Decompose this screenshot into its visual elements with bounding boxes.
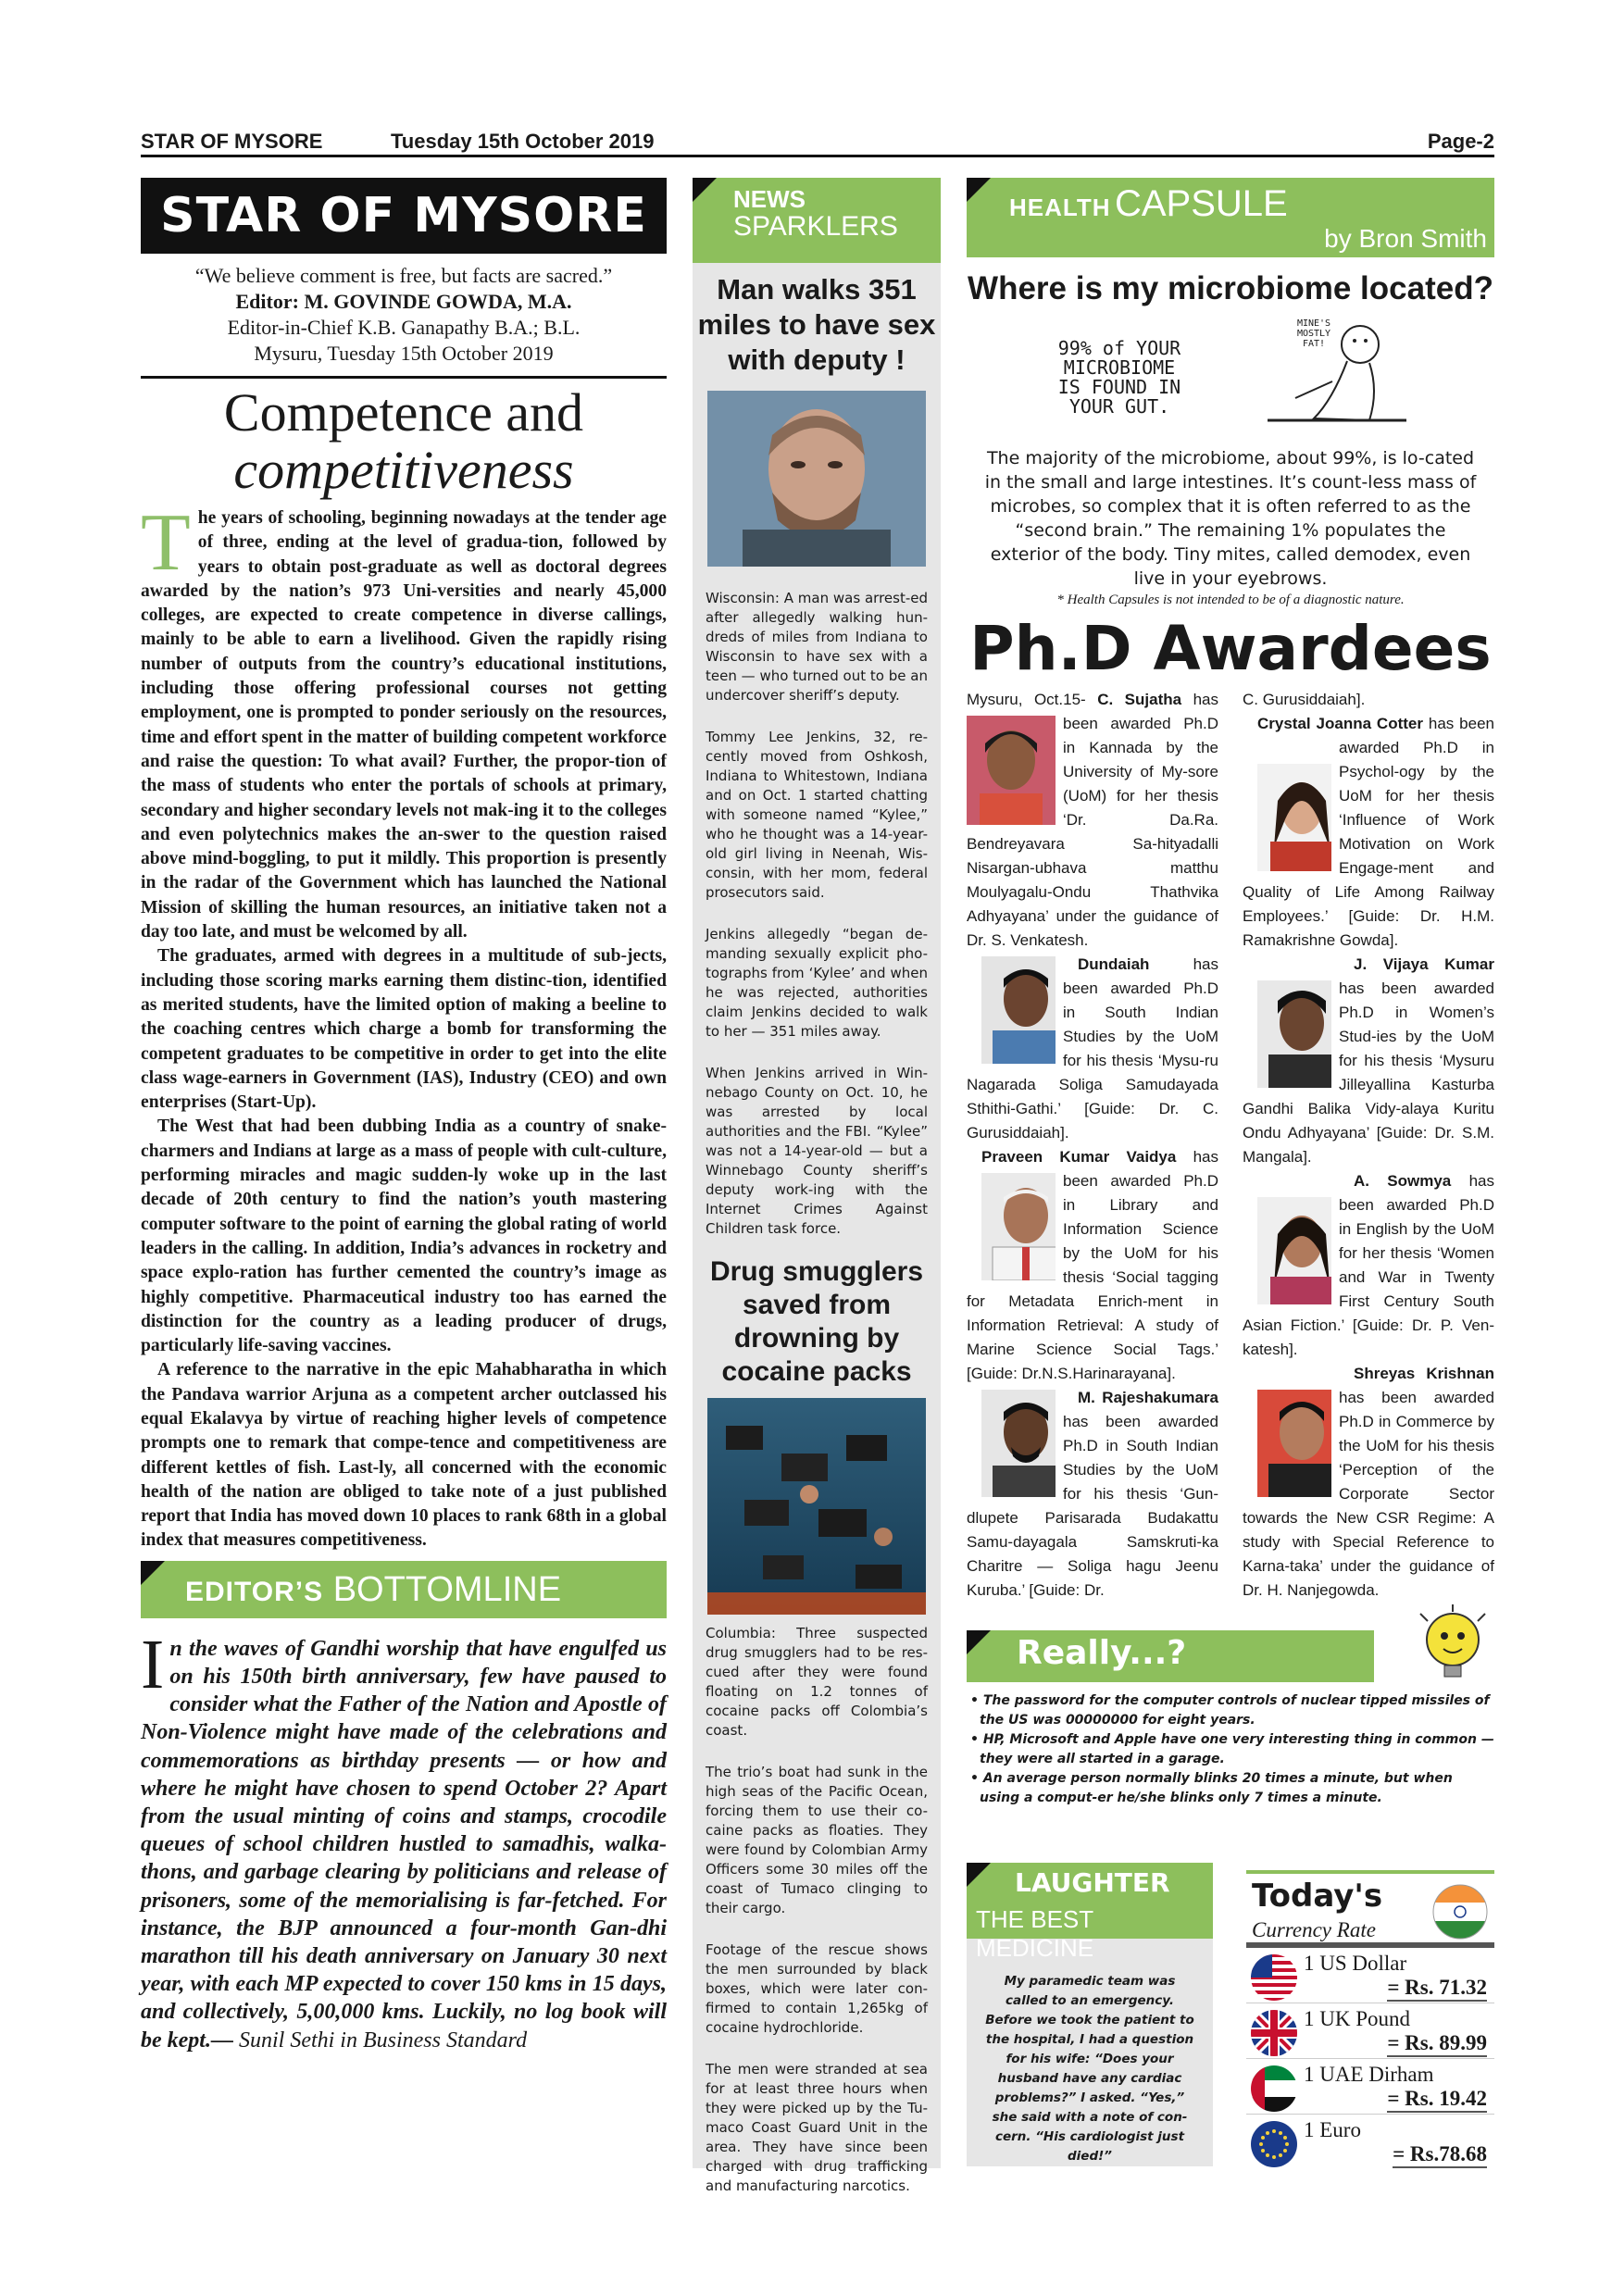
health-capsule-header: HEALTH CAPSULE by Bron Smith [967, 178, 1494, 257]
awardee-continuation: C. Gurusiddaiah]. [1243, 691, 1366, 708]
health-question: Where is my microbiome located? [968, 270, 1493, 306]
india-flag-icon [1431, 1883, 1489, 1940]
health-disclaimer: * Health Capsules is not intended to be of a diagnostic nature. [1056, 593, 1405, 607]
awardee-entry: Mysuru, Oct.15- C. Sujatha has been awarded Ph.D in Kannada by the University of My-sore (UoM) for her thesis ‘Dr. Da.Ra. Bendreyavara Sa-hityadalli Nisargan-ubhava matthu Moulyagalu-Ondu Thathvika Adhyayana’ under the guidance of Dr. S. Venkatesh. [967, 691, 1219, 949]
awardee-entry: Praveen Kumar Vaidya has been awarded Ph.D in Library and Information Science by the UoM for his thesis ‘Social tagging for Metadata Enrich-ment in Information Retrieval: A study of Marine Science Social Tags.’ [Guide: Dr.N.S.Harinarayana]. [967, 1148, 1218, 1382]
story-body: Columbia: Three suspected drug smugglers had to be res-cued after they were found floating on 1.2 tonnes of cocaine packs off Colombia’s coast. The trio’s boat had sunk in the high seas of the Pacific Ocean, forcing them to use their co-caine packs as floaties. They were found by Colombian Army Officers some 30 miles off the coast of Tumaco clinging to their cargo. Footage of the rescue shows the men surrounded by black boxes, which were later con-firmed to contain 1,265kg of cocaine hydrochloride. The men were stranded at sea for at least three hours when they were picked up by the Tu-maco Coast Guard Unit in the area. They have since been charged with drug trafficking and manufacturing narcotics. [706, 1625, 928, 2194]
laughter-header: LAUGHTER THE BEST MEDICINE [967, 1863, 1213, 1939]
rescue-photo [707, 1398, 926, 1615]
cartoon-figure-icon [1230, 317, 1416, 433]
dateline: Mysuru, Tuesday 15th October 2019 [254, 342, 554, 365]
corner-triangle-icon [693, 178, 717, 202]
header-date: Tuesday 15th October 2019 [391, 130, 655, 153]
awardee-entry: Dundaiah has been awarded Ph.D in South Indian Studies by the UoM for his thesis ‘Mysu-ru Nagarada Soliga Samudayada Sthithi-Gathi.’ [Guide: Dr. C. Gurusiddaiah]. [967, 955, 1218, 1142]
awardee-entry: M. Rajeshakumara has been awarded Ph.D in South Indian Studies by the UoM for his thesis ‘Gun-dlupete Parisarada Budakattu Samu-dayagala Samskruti-ka Charitre — Soliga hagu Jeenu Kuruba.’ [Guide: Dr. [967, 1389, 1218, 1599]
us-flag-icon [1250, 1953, 1298, 2002]
header-page-number: Page-2 [1427, 130, 1494, 153]
story-headline: Drug smugglers saved from drowning by cocaine packs [709, 1256, 924, 1387]
bottomline-body: In the waves of Gandhi worship that have engulfed us on his 150th birth anniversary, few have paused to consider what the Father of the Nation and Apostle of Non-Violence might have made of the celebrations and commemorations as birthday presents — or how and where he might have chosen to spend October 2? Apart from the usual minting of coins and stamps, crocodile queues of school children hustled to samadhis, walka-thons, and garbage clearing by politicians and release of prisoners, some of the memorialising is far-fetched. For instance, the BJP announced a four-month Gan-dhi marathon till his death anniversary on January 30 next year, with each MP expected to cover 150 kms in 15 days, and collectively, 5,00,000 kms. Luckily, no log book will be kept.— Sunil Sethi in Business Standard [141, 1625, 667, 2053]
story-body: Wisconsin: A man was arrest-ed after allegedly walking hun-dreds of miles from Indiana to Wisconsin to have sex with a teen — who turned out to be an undercover sheriff’s deputy. Tommy Lee Jenkins, 32, re-cently moved from Oshkosh, Indiana to Whitestown, Indiana and on Oct. 1 started chatting with someone named “Kylee,” who he thought was a 14-year-old girl living in Neenah, Wis-consin, with her mom, federal prosecutors said. Jenkins allegedly “began de-manding sexually explicit pho-tographs from ‘Kylee’ and when he was rejected, authorities claim Jenkins decided to walk to her — 351 miles away. When Jenkins arrived in Win-nebago County on Oct. 10, he was arrested by local authorities and the FBI. “Kylee” was not a 14-year-old — but a Winnebago County sheriff’s deputy work-ing with the Internet Crimes Against Children task force. [706, 590, 928, 1237]
uae-flag-icon [1250, 2065, 1298, 2113]
editor-line: Editor: M. GOVINDE GOWDA, M.A. [235, 290, 572, 313]
health-cartoon: 99% of YOUR MICROBIOME IS FOUND IN YOUR GUT. MINE'S MOSTLY FAT! [1027, 317, 1434, 433]
list-item: • An average person normally blinks 20 times a minute, but when using a comput-er he/she blinks only 7 times a minute. [970, 1771, 1453, 1805]
currency-row: 1 UK Pound = Rs. 89.99 [1246, 2003, 1494, 2059]
editorial-paragraph: The years of schooling, beginning nowadays at the tender age of three, ending at the level of gradua-tion, followed by years to obtain post-graduate as well as doctoral degrees awarded by the nation’s 973 Uni-versities and nearly 45,000 colleges, are expected to create competence in diverse callings, mainly to be able to earn a livelihood. Given the rapidly rising number of outputs from the country’s educational institutions, including those offering professional courses not getting employment, one is prompted to ponder seriously on the resources, time and effort spent in the matter of building competent workforce and raise the question: To what avail? Further, the propor-tion of the mass of students who enter the portals of schools at primary, secondary and higher secondary levels not mak-ing it to the colleges and even polytechnics makes the an-swer to the question raised above mind-boggling, to put it mildly. This proportion is presently in the radar of the Government which has launched the National Mission of skilling the human resources, an initiative taken not a day too late, and must be welcomed by all. [141, 498, 667, 942]
avatar [967, 1173, 1056, 1280]
editorial-column [141, 178, 667, 2054]
avatar [967, 1390, 1056, 1497]
laughter-text: My paramedic team was called to an emergency. Before we took the patient to the hospital, I had a question for his wife: “Does your husband have any cardiac problems?” I asked. “Yes,” she said with a note of con-cern. “His cardiologist just died!” [985, 1974, 1194, 2164]
laughter-box [967, 1863, 1213, 2166]
currency-row: 1 Euro = Rs.78.68 [1246, 2115, 1494, 2170]
currency-row: 1 US Dollar = Rs. 71.32 [1246, 1948, 1494, 2003]
masthead-logo: STAR OF MYSORE [141, 178, 667, 254]
really-list [967, 1691, 1494, 1808]
news-sparklers-header: NEWS SPARKLERS [693, 178, 941, 263]
phd-awardees [967, 688, 1494, 1603]
cartoon-bubble: MINE'S MOSTLY FAT! [1296, 318, 1331, 349]
health-byline: by Bron Smith [1324, 224, 1487, 253]
masthead-info [141, 263, 667, 367]
corner-triangle-icon [967, 1863, 991, 1887]
corner-triangle-icon [967, 178, 991, 202]
drop-cap: I [141, 1625, 165, 1703]
avatar [1243, 980, 1331, 1088]
motto: “We believe comment is free, but facts are sacred.” [194, 264, 613, 287]
avatar [1243, 764, 1331, 871]
editorial-paragraph: The West that had been dubbing India as a country of snake-charmers and Indians at large as a mass of people with cult-culture, performing miracles and magic sudden-ly woke up in the last decade of 20th century to find the nation’s youth mastering computer software to the point of earning the global rating of world leaders in the calling. In addition, India’s advances in rocketry and space explo-ration has further cemented the country’s image as highly competitive. Pharmaceutical industry too has earned the distinction for the country as a leading producer of drugs, particularly life-saving vaccines. [141, 1117, 667, 1356]
avatar [1243, 1197, 1331, 1304]
phd-column-right [1243, 688, 1494, 1603]
mugshot-photo [707, 391, 926, 567]
story-headline: Man walks 351 miles to have sex with deputy ! [697, 273, 936, 376]
page-header [141, 128, 1494, 157]
news-sparklers-column [693, 178, 941, 2194]
avatar [967, 716, 1056, 825]
eu-flag-icon [1250, 2120, 1298, 2168]
divider [141, 376, 667, 379]
drop-cap: T [141, 498, 191, 588]
corner-triangle-icon [141, 1561, 165, 1585]
currency-rate-box [1246, 1870, 1494, 2168]
lightbulb-icon [1411, 1603, 1494, 1686]
phd-column-left [967, 688, 1218, 1603]
uk-flag-icon [1250, 2009, 1298, 2057]
avatar [1243, 1390, 1331, 1497]
bottomline-header: EDITOR’S BOTTOMLINE [141, 1561, 667, 1618]
corner-triangle-icon [967, 1630, 991, 1654]
awardee-entry: Shreyas Krishnan has been awarded Ph.D in Commerce by the UoM for his thesis ‘Perception of the Corporate Sector towards the New CSR Regime: A study with Special Reference to Karna-taka’ under the guidance of Dr. H. Nanjegowda. [1243, 1365, 1494, 1599]
editorial-title: Competence and competitiveness [223, 382, 584, 500]
editorial-body [141, 498, 667, 1554]
really-section [967, 1630, 1374, 1682]
awardee-entry: Crystal Joanna Cotter has been awarded Ph.D in Psychol-ogy by the UoM for her thesis ‘Influence of Work Motivation on Work Engage-ment and Quality of Life Among Railway Employees.’ [Guide: Dr. H.M. Ramakrishne Gowda]. [1243, 715, 1494, 949]
header-paper-name: STAR OF MYSORE [141, 130, 323, 153]
editorial-paragraph: The graduates, armed with degrees in a multitude of sub-jects, including those scoring marks earning them distinc-tion, identified as merited students, have the limited option of making a beeline to the coaching centres which charge a bomb for transforming the competent graduates to be competitive in order to get into the elite class wage-earners in Government (IAS), Industry (CEO) and own enterprises (Start-Up). [141, 946, 667, 1113]
list-item: • HP, Microsoft and Apple have one very interesting thing in common — they were all started in a garage. [970, 1732, 1494, 1766]
bottomline-source: Sunil Sethi in Business Standard [232, 2028, 528, 2053]
list-item: • The password for the computer controls of nuclear tipped missiles of the US was 00000000 for eight years. [970, 1693, 1490, 1728]
awardee-entry: J. Vijaya Kumar has been awarded Ph.D in Women’s Stud-ies by the UoM for his thesis ‘Mysuru Jilleyallina Kasturba Gandhi Balika Vidy-alaya Kuritu Ondu Adhyayana’ [Guide: Dr. S.M. Mangala]. [1243, 955, 1494, 1166]
health-body: The majority of the microbiome, about 99%, is lo-cated in the small and large intestines. It’s count-less mass of microbes, so complex that it is often referred to as the “second brain.” The remaining 1% populates the exterior of the body. Tiny mites, called demodex, even live in your eyebrows. [984, 448, 1477, 589]
editorial-paragraph: A reference to the narrative in the epic Mahabharatha in which the Pandava warrior Arjuna as a competent archer outclassed his equal Ekalavya by virtue of reaching higher levels of competence prompts one to remark that compe-tence and competitiveness are different kettles of fish. Last-ly, all concerned with the economic health of the nation are obliged to take note of a just published report that India has moved down 10 places to rank 68th in a global index that measures competitiveness. [141, 1360, 667, 1551]
currency-row: 1 UAE Dirham = Rs. 19.42 [1246, 2059, 1494, 2115]
editor-in-chief-line: Editor-in-Chief K.B. Ganapathy B.A.; B.L. [227, 316, 581, 339]
avatar [967, 956, 1056, 1064]
awardee-entry: A. Sowmya has been awarded Ph.D in English by the UoM for her thesis ‘Women and War in Twenty First Century South Asian Fiction.’ [Guide: Dr. P. Ven-katesh]. [1243, 1172, 1494, 1358]
really-header: Really...? [967, 1630, 1374, 1682]
right-column [967, 178, 1494, 1808]
currency-header: Today's Currency Rate [1246, 1870, 1494, 1948]
phd-title: Ph.D Awardees [969, 613, 1492, 684]
